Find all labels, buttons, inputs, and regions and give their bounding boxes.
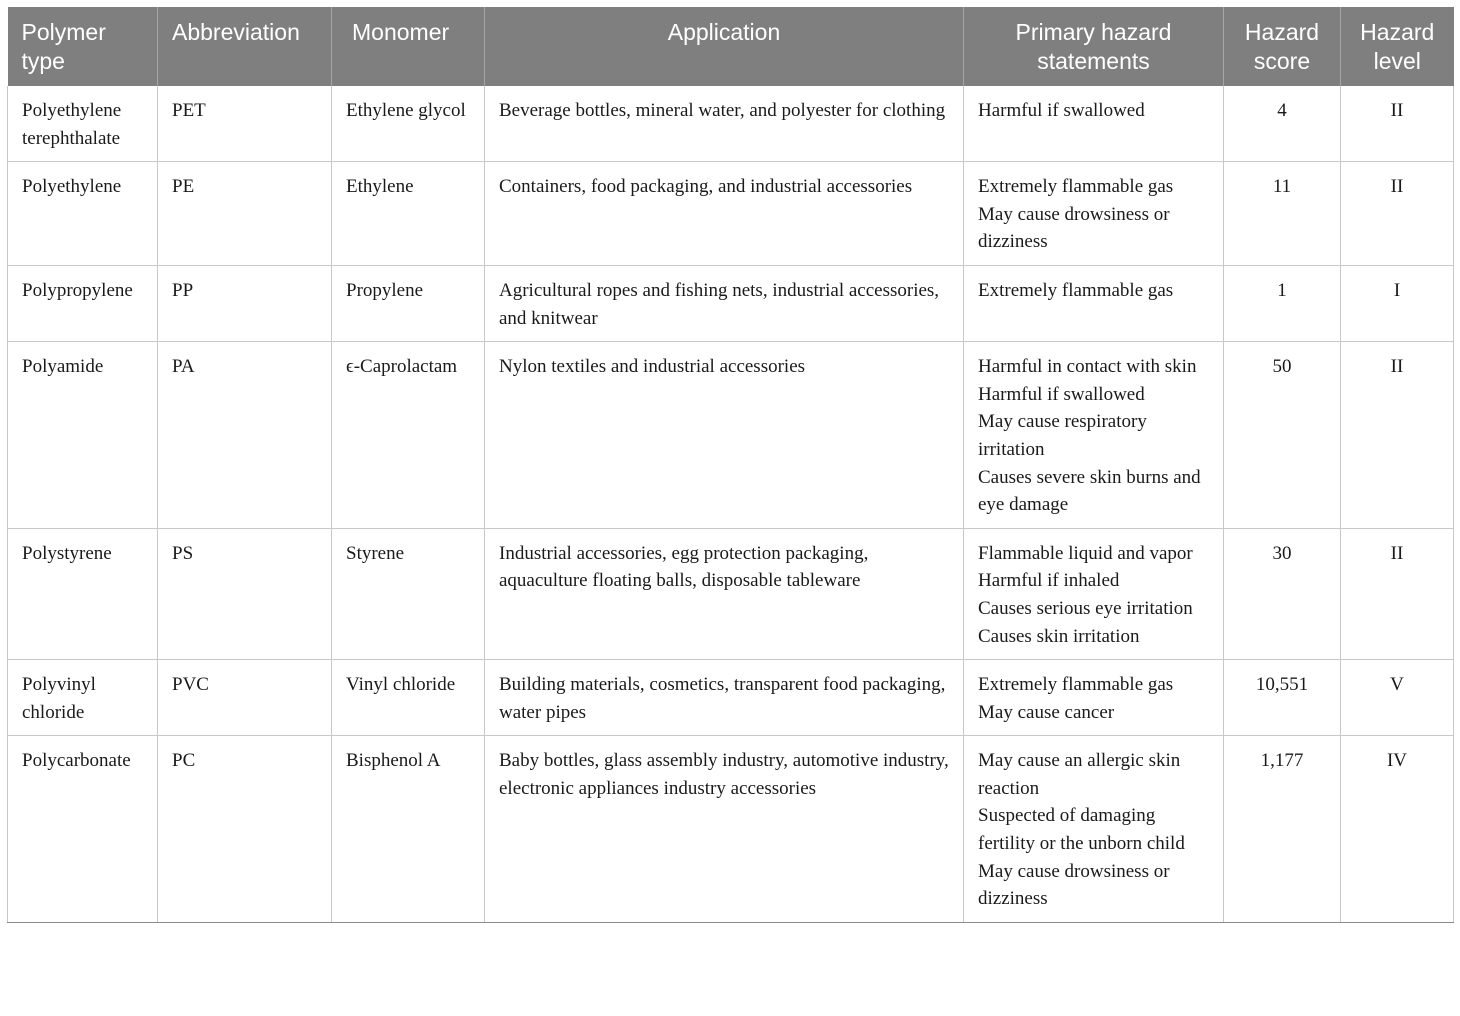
table-row <box>8 86 1454 162</box>
hazard-statement: Causes skin irritation <box>978 625 1140 647</box>
cell-polymer-type: Polycarbonate <box>8 736 158 923</box>
cell-application: Industrial accessories, egg protection packaging, aquaculture floating balls, disposable tableware <box>485 528 964 659</box>
cell-abbreviation: PA <box>158 342 332 529</box>
cell-monomer: Propylene <box>332 265 485 341</box>
hazard-statement: Harmful if swallowed <box>978 383 1145 405</box>
hazard-statement: Causes severe skin burns and eye damage <box>978 466 1201 516</box>
header-application: Application <box>485 7 964 86</box>
cell-polymer-type: Polyamide <box>8 342 158 529</box>
cell-polymer-type: Polystyrene <box>8 528 158 659</box>
header-hazard-level: Hazard level <box>1341 7 1454 86</box>
cell-abbreviation: PE <box>158 162 332 266</box>
table-row <box>8 162 1454 266</box>
cell-abbreviation: PP <box>158 265 332 341</box>
hazard-statement: Causes serious eye irritation <box>978 597 1193 619</box>
cell-abbreviation: PS <box>158 528 332 659</box>
cell-hazard-statements <box>964 528 1224 659</box>
hazard-statement: Extremely flammable gas <box>978 176 1174 198</box>
header-row <box>8 7 1454 86</box>
hazard-statement: May cause drowsiness or dizziness <box>978 203 1170 253</box>
table-row <box>8 265 1454 341</box>
hazard-statement: May cause respiratory irritation <box>978 411 1147 460</box>
cell-hazard-score: 1,177 <box>1224 736 1341 923</box>
cell-hazard-statements <box>964 342 1224 529</box>
header-abbreviation: Abbreviation <box>158 7 332 86</box>
cell-polymer-type: Polypropylene <box>8 265 158 341</box>
cell-hazard-level: II <box>1341 162 1454 266</box>
cell-hazard-statements <box>964 265 1224 341</box>
cell-hazard-statements <box>964 86 1224 162</box>
header-primary-hazard-statements: Primary hazard statements <box>964 7 1224 86</box>
hazard-statement: Harmful if swallowed <box>978 100 1145 121</box>
hazard-statement: May cause cancer <box>978 701 1115 723</box>
cell-application: Beverage bottles, mineral water, and polyester for clothing <box>485 86 964 162</box>
cell-polymer-type: Polyethylene <box>8 162 158 266</box>
cell-application: Baby bottles, glass assembly industry, automotive industry, electronic appliances industry accessories <box>485 736 964 923</box>
table-row <box>8 342 1454 529</box>
header-polymer-type: Polymer type <box>8 7 158 86</box>
hazard-statement: Flammable liquid and vapor <box>978 542 1193 564</box>
cell-abbreviation: PET <box>158 86 332 162</box>
hazard-statement: Suspected of damaging fertility or the unborn child <box>978 805 1185 855</box>
cell-hazard-statements <box>964 736 1224 923</box>
cell-hazard-level: II <box>1341 86 1454 162</box>
cell-hazard-level: I <box>1341 265 1454 341</box>
cell-hazard-statements <box>964 162 1224 266</box>
cell-hazard-score: 50 <box>1224 342 1341 529</box>
hazard-statement: Extremely flammable gas <box>978 279 1174 301</box>
cell-monomer: Ethylene <box>332 162 485 266</box>
polymer-hazard-table <box>7 7 1454 923</box>
cell-application: Containers, food packaging, and industrial accessories <box>485 162 964 266</box>
cell-polymer-type: Polyvinyl chloride <box>8 660 158 736</box>
table-container <box>7 7 1453 923</box>
cell-hazard-level: IV <box>1341 736 1454 923</box>
table-row <box>8 660 1454 736</box>
cell-hazard-score: 1 <box>1224 265 1341 341</box>
cell-monomer: Styrene <box>332 528 485 659</box>
header-hazard-score: Hazard score <box>1224 7 1341 86</box>
table-row <box>8 736 1454 923</box>
table-row <box>8 528 1454 659</box>
cell-hazard-level: II <box>1341 342 1454 529</box>
cell-monomer: Bisphenol A <box>332 736 485 923</box>
hazard-statement: May cause an allergic skin reaction <box>978 750 1181 799</box>
hazard-statement: Harmful if inhaled <box>978 570 1120 592</box>
cell-hazard-level: V <box>1341 660 1454 736</box>
cell-hazard-score: 10,551 <box>1224 660 1341 736</box>
cell-monomer: Vinyl chloride <box>332 660 485 736</box>
header-monomer: Monomer <box>332 7 485 86</box>
cell-application: Nylon textiles and industrial accessories <box>485 342 964 529</box>
cell-monomer: ϵ-Caprolactam <box>332 342 485 529</box>
hazard-statement: Harmful in contact with skin <box>978 356 1197 378</box>
cell-hazard-statements <box>964 660 1224 736</box>
cell-application: Building materials, cosmetics, transparent food packaging, water pipes <box>485 660 964 736</box>
cell-monomer: Ethylene glycol <box>332 86 485 162</box>
table-body <box>8 86 1454 922</box>
cell-hazard-level: II <box>1341 528 1454 659</box>
cell-hazard-score: 11 <box>1224 162 1341 266</box>
cell-abbreviation: PVC <box>158 660 332 736</box>
hazard-statement: Extremely flammable gas <box>978 674 1174 696</box>
cell-hazard-score: 4 <box>1224 86 1341 162</box>
cell-application: Agricultural ropes and fishing nets, industrial accessories, and knitwear <box>485 265 964 341</box>
cell-abbreviation: PC <box>158 736 332 923</box>
cell-polymer-type: Polyethylene terephthalate <box>8 86 158 162</box>
hazard-statement: May cause drowsiness or dizziness <box>978 860 1170 910</box>
cell-hazard-score: 30 <box>1224 528 1341 659</box>
